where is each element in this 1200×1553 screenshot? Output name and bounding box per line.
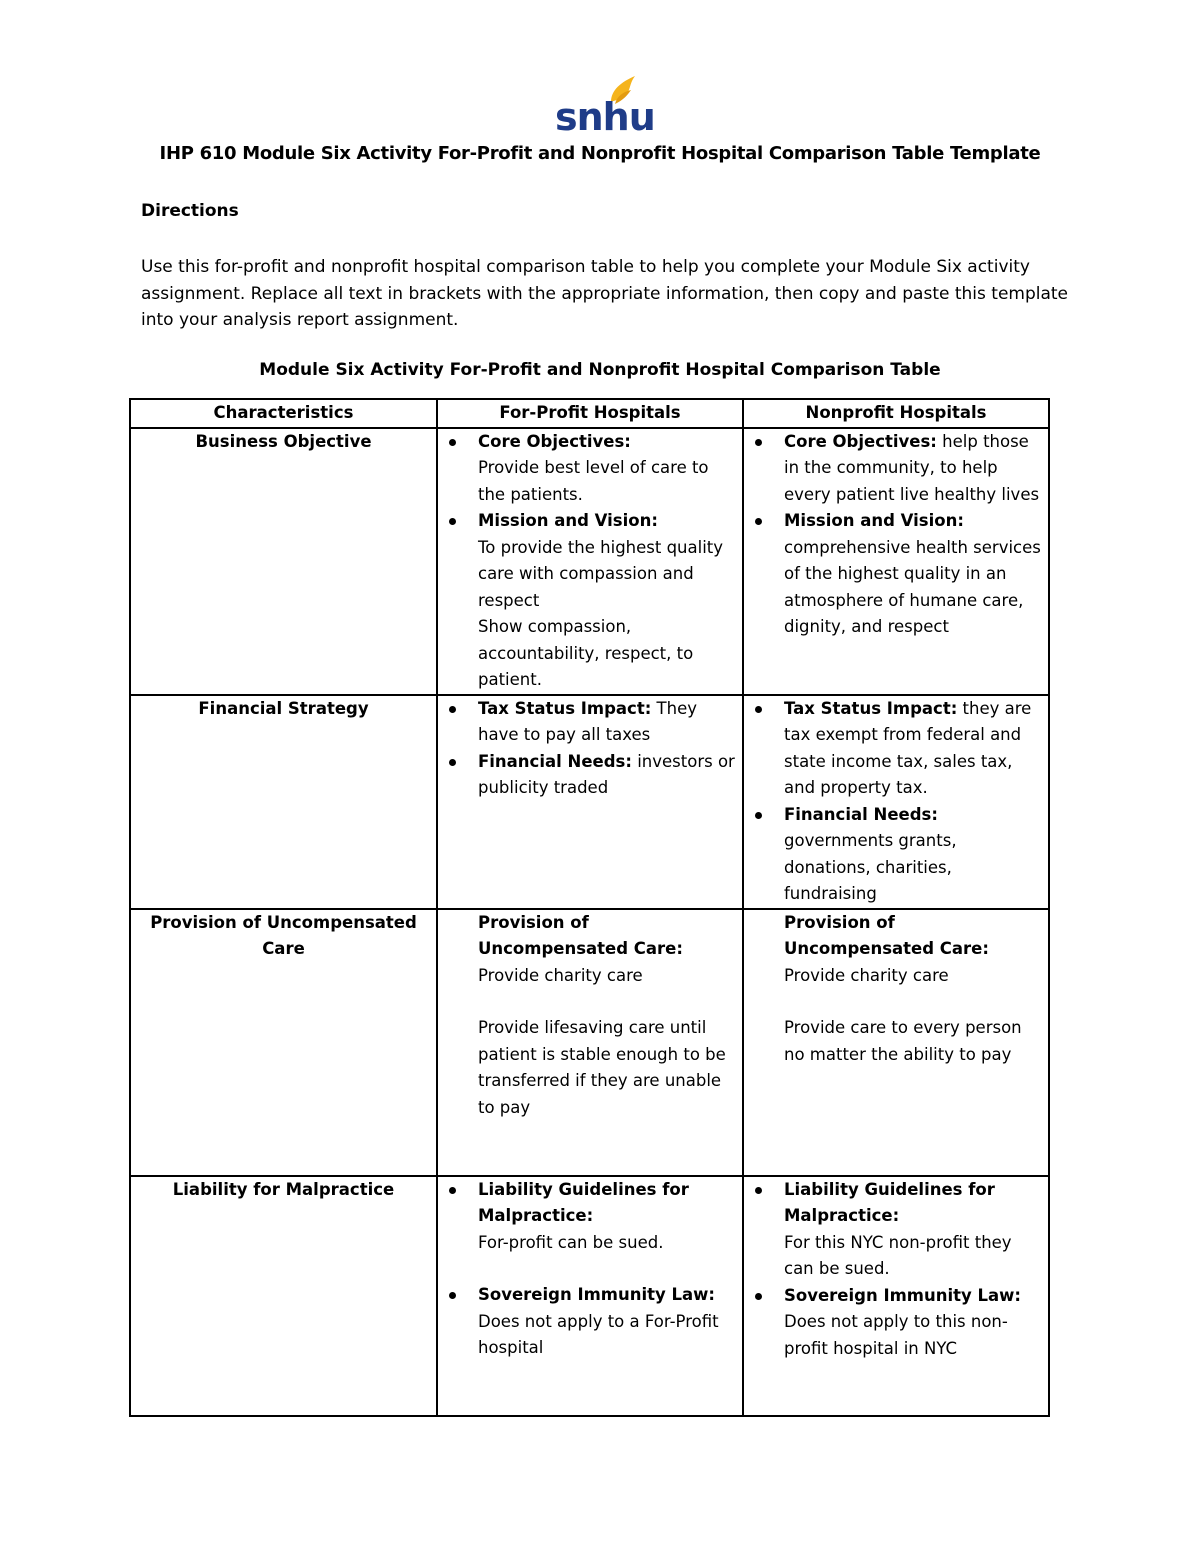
table-title: Module Six Activity For-Profit and Nonprofit Hospital Comparison Table	[259, 360, 941, 380]
characteristic-cell: Business Objective	[130, 428, 437, 695]
list-item	[444, 1282, 736, 1362]
logo-wordmark: snhu	[555, 95, 655, 139]
for-profit-cell	[437, 1176, 743, 1416]
table-row	[130, 428, 1049, 695]
item-text: For-profit can be sued.	[478, 1232, 664, 1252]
nonprofit-cell	[743, 695, 1049, 909]
item-text: They have to pay all taxes	[478, 698, 698, 744]
item-label: Provision of Uncompensated Care:	[478, 912, 683, 958]
item-text: comprehensive health services of the highest quality in an atmosphere of humane care, dignity, and respect	[784, 537, 1041, 636]
directions-heading: Directions	[141, 201, 239, 221]
item-label: Mission and Vision:	[784, 511, 964, 530]
item-text: they are tax exempt from federal and state income tax, sales tax, and property tax.	[784, 698, 1032, 797]
bullet-list	[444, 1177, 736, 1362]
item-label: Sovereign Immunity Law:	[784, 1285, 1022, 1305]
list-item	[750, 429, 1042, 509]
list-item	[444, 508, 736, 694]
item-text: governments grants, donations, charities, fundraising	[784, 831, 957, 903]
item-text: Does not apply to a For-Profit hospital	[478, 1311, 719, 1357]
directions-text: Use this for-profit and nonprofit hospital comparison table to help you complete your Module Six activity assignment. Replace all text in brackets with the appropriate information, then copy and paste this template into your analysis report assignment.	[141, 257, 1069, 330]
nonprofit-cell	[743, 909, 1049, 1176]
list-item	[444, 696, 736, 749]
characteristic-cell: Financial Strategy	[130, 695, 437, 909]
plain-list	[444, 910, 736, 1122]
list-item	[750, 1177, 1042, 1283]
characteristic-cell: Liability for Malpractice	[130, 1176, 437, 1416]
item-label: Tax Status Impact:	[784, 698, 958, 718]
item-text: Does not apply to this non-profit hospital in NYC	[784, 1312, 1008, 1358]
document-title: IHP 610 Module Six Activity For-Profit and Nonprofit Hospital Comparison Table Template	[159, 143, 1041, 164]
item-label: Liability Guidelines for Malpractice:	[784, 1179, 995, 1225]
list-item	[750, 802, 1042, 908]
comparison-table	[129, 398, 1050, 1417]
item-label: Core Objectives:	[784, 431, 937, 451]
list-item	[750, 508, 1042, 641]
item-label: Liability Guidelines for Malpractice:	[478, 1179, 689, 1225]
list-item	[444, 1177, 736, 1257]
item-label: Mission and Vision:	[478, 511, 658, 530]
list-item	[750, 696, 1042, 802]
paragraph: Provide care to every person no matter the ability to pay	[784, 1018, 1022, 1064]
item-label: Tax Status Impact:	[478, 698, 652, 718]
for-profit-cell	[437, 695, 743, 909]
item-text: Provide best level of care to the patients.	[478, 458, 709, 504]
item-label: Provision of Uncompensated Care:	[784, 912, 989, 958]
header-nonprofit: Nonprofit Hospitals	[743, 399, 1049, 428]
item-label: Financial Needs:	[478, 751, 632, 771]
list-item	[444, 429, 736, 509]
item-label: Sovereign Immunity Law:	[478, 1285, 716, 1304]
table-row	[130, 695, 1049, 909]
paragraph: Provide lifesaving care until patient is stable enough to be transferred if they are unable to pay	[478, 1018, 726, 1117]
nonprofit-cell	[743, 1176, 1049, 1416]
table-header-row	[130, 399, 1049, 428]
item-text: help those in the community, to help every patient live healthy lives	[784, 431, 1040, 504]
paragraph: Provide charity care	[784, 965, 949, 985]
header-for-profit: For-Profit Hospitals	[437, 399, 743, 428]
bullet-list	[750, 696, 1042, 908]
plain-list	[750, 910, 1042, 1069]
nonprofit-cell	[743, 428, 1049, 695]
paragraph: Provide charity care	[478, 965, 643, 985]
header-characteristics: Characteristics	[130, 399, 437, 428]
snhu-logo	[553, 74, 655, 139]
item-label: Core Objectives:	[478, 431, 631, 451]
bullet-list	[444, 696, 736, 802]
item-text: To provide the highest quality care with compassion and respect Show compassion, accountability, respect, to patient.	[478, 537, 724, 689]
bullet-list	[750, 429, 1042, 641]
table-row	[130, 909, 1049, 1176]
list-item	[444, 910, 736, 1122]
item-text: For this NYC non-profit they can be sued.	[784, 1232, 1012, 1278]
item-label: Financial Needs:	[784, 804, 938, 824]
characteristic-cell: Provision of Uncompensated Care	[130, 909, 437, 1176]
bullet-list	[750, 1177, 1042, 1363]
table-row	[130, 1176, 1049, 1416]
list-item	[750, 1283, 1042, 1363]
list-item	[444, 749, 736, 802]
item-text: investors or publicity traded	[478, 751, 735, 797]
bullet-list	[444, 429, 736, 694]
list-item	[750, 910, 1042, 1069]
for-profit-cell	[437, 428, 743, 695]
for-profit-cell	[437, 909, 743, 1176]
